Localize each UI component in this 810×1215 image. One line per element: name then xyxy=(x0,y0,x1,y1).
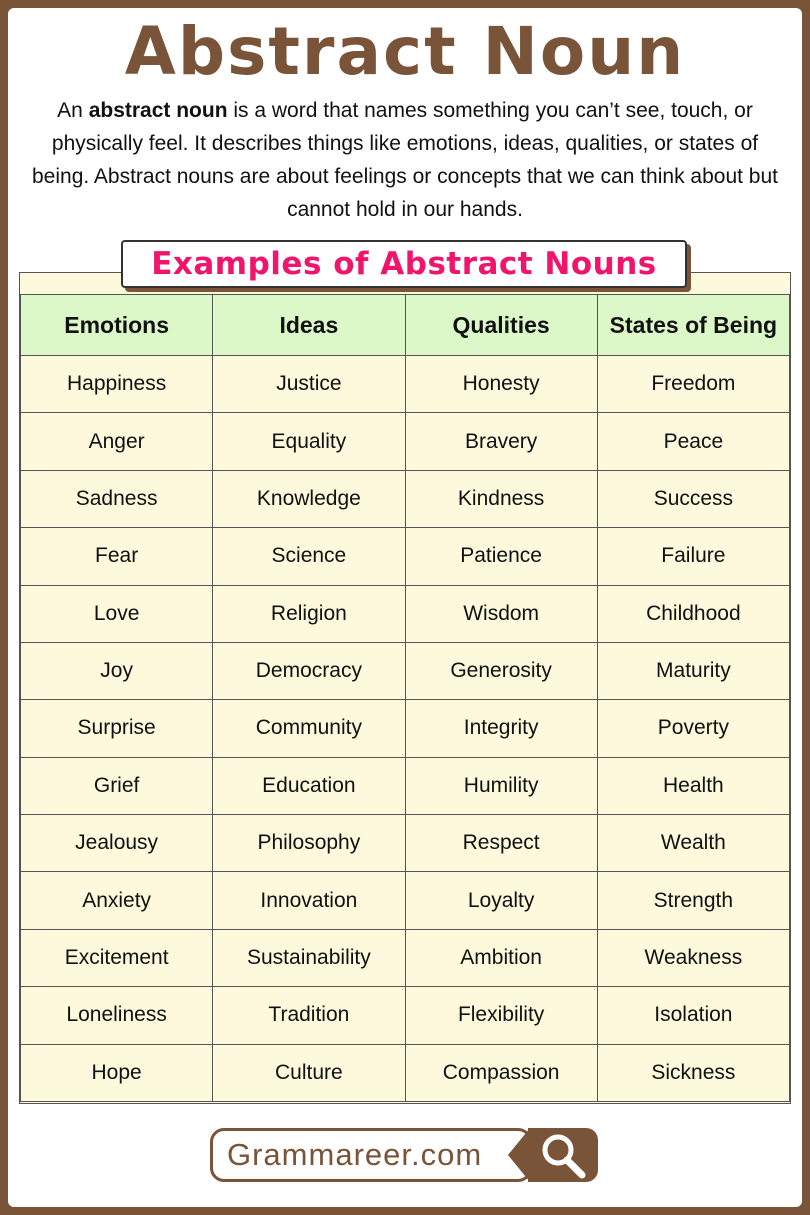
table-cell: Isolation xyxy=(597,987,789,1044)
table-row xyxy=(21,1044,790,1102)
table-cell: Respect xyxy=(405,815,597,872)
table-row xyxy=(21,528,790,585)
table-cell: Grief xyxy=(21,757,213,814)
page xyxy=(8,8,802,1207)
intro-bold-term: abstract noun xyxy=(88,99,228,122)
table-cell: Anger xyxy=(21,413,213,470)
table-cell: Strength xyxy=(597,872,789,929)
table-cell: Patience xyxy=(405,528,597,585)
table-cell: Generosity xyxy=(405,642,597,699)
table-row xyxy=(21,757,790,814)
table-cell: Weakness xyxy=(597,929,789,986)
logo-tab-arrow xyxy=(508,1128,530,1182)
table-cell: Anxiety xyxy=(21,872,213,929)
intro-paragraph xyxy=(24,94,786,226)
column-header-states-of-being: States of Being xyxy=(597,295,789,356)
examples-banner: Examples of Abstract Nouns xyxy=(121,240,687,288)
table-row xyxy=(21,470,790,527)
logo-tab xyxy=(528,1128,598,1182)
table-header-row xyxy=(21,295,790,356)
table-cell: Loneliness xyxy=(21,987,213,1044)
column-header-ideas: Ideas xyxy=(213,295,405,356)
intro-before: An xyxy=(57,99,89,122)
table-cell: Justice xyxy=(213,356,405,413)
table-row xyxy=(21,700,790,757)
column-header-emotions: Emotions xyxy=(21,295,213,356)
column-header-qualities: Qualities xyxy=(405,295,597,356)
table-body xyxy=(21,356,790,1102)
table-cell: Maturity xyxy=(597,642,789,699)
table-cell: Failure xyxy=(597,528,789,585)
table-cell: Innovation xyxy=(213,872,405,929)
table-cell: Humility xyxy=(405,757,597,814)
table-cell: Community xyxy=(213,700,405,757)
table-row xyxy=(21,987,790,1044)
table-row xyxy=(21,585,790,642)
table-cell: Flexibility xyxy=(405,987,597,1044)
site-name-pill xyxy=(210,1128,532,1182)
table-cell: Culture xyxy=(213,1044,405,1102)
table-cell: Ambition xyxy=(405,929,597,986)
table-cell: Knowledge xyxy=(213,470,405,527)
table-cell: Honesty xyxy=(405,356,597,413)
table-cell: Joy xyxy=(21,642,213,699)
table-cell: Wealth xyxy=(597,815,789,872)
table-cell: Democracy xyxy=(213,642,405,699)
table-row xyxy=(21,815,790,872)
table-row xyxy=(21,642,790,699)
table-cell: Wisdom xyxy=(405,585,597,642)
table-cell: Loyalty xyxy=(405,872,597,929)
table-cell: Sickness xyxy=(597,1044,789,1102)
footer-logo xyxy=(210,1126,598,1186)
table-cell: Religion xyxy=(213,585,405,642)
site-name: Grammareer.com xyxy=(227,1137,483,1172)
table-cell: Fear xyxy=(21,528,213,585)
table-cell: Success xyxy=(597,470,789,527)
table-cell: Kindness xyxy=(405,470,597,527)
table-cell: Sadness xyxy=(21,470,213,527)
table-cell: Hope xyxy=(21,1044,213,1102)
table-cell: Bravery xyxy=(405,413,597,470)
table-cell: Freedom xyxy=(597,356,789,413)
magnifier-icon xyxy=(528,1128,598,1182)
table-cell: Integrity xyxy=(405,700,597,757)
examples-table xyxy=(20,294,790,1102)
table-cell: Sustainability xyxy=(213,929,405,986)
table-row xyxy=(21,929,790,986)
table-row xyxy=(21,872,790,929)
table-cell: Education xyxy=(213,757,405,814)
table-cell: Poverty xyxy=(597,700,789,757)
table-cell: Tradition xyxy=(213,987,405,1044)
page-title: Abstract Noun xyxy=(124,13,686,90)
table-cell: Happiness xyxy=(21,356,213,413)
table-cell: Peace xyxy=(597,413,789,470)
table-cell: Philosophy xyxy=(213,815,405,872)
table-cell: Excitement xyxy=(21,929,213,986)
intro-after: is a word that names something you can’t see, touch, or physically feel. It describes things like emotions, ideas, qualities, or states of being. Abstract nouns are about feelings or concepts that we can think about but cannot hold in our hands. xyxy=(32,99,778,221)
table-cell: Health xyxy=(597,757,789,814)
table-cell: Childhood xyxy=(597,585,789,642)
table-cell: Jealousy xyxy=(21,815,213,872)
table-cell: Love xyxy=(21,585,213,642)
table-cell: Equality xyxy=(213,413,405,470)
table-row xyxy=(21,413,790,470)
table-cell: Science xyxy=(213,528,405,585)
table-cell: Surprise xyxy=(21,700,213,757)
table-cell: Compassion xyxy=(405,1044,597,1102)
table-row xyxy=(21,356,790,413)
